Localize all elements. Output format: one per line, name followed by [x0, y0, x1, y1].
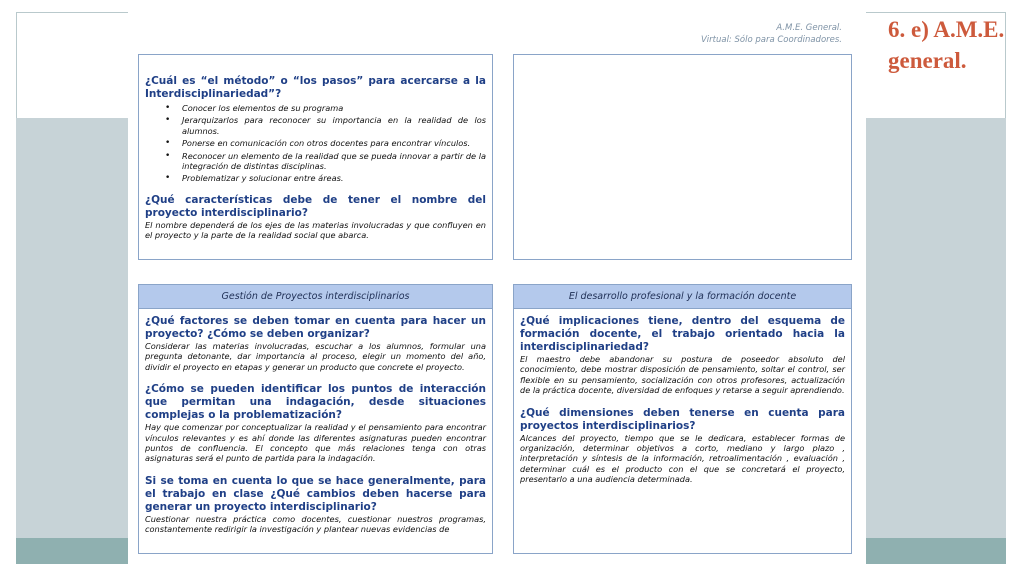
right-bottom-band — [866, 538, 1006, 564]
method-question: ¿Cuál es “el método” o “los pasos” para acercarse a la Interdisciplinariedad”? — [145, 75, 486, 100]
method-box — [138, 54, 493, 260]
name-answer: El nombre dependerá de los ejes de las materias involucradas y que confluyen en el proyecto y la parte de la realidad social que abarca. — [145, 219, 486, 241]
slide-title: 6. e) A.M.E. general. — [888, 17, 1005, 73]
document-page — [128, 12, 866, 564]
header-line-2: Virtual: Sólo para Coordinadores. — [700, 35, 842, 45]
list-item: • Problematizar y solucionar entre áreas. — [145, 173, 486, 183]
header-line-1: A.M.E. General. — [776, 23, 842, 33]
implications-question: ¿Qué implicaciones tiene, dentro del esquema de formación docente, el trabajo orientado hacia la interdisciplinariedad? — [520, 315, 845, 353]
project-management-title: Gestión de Proyectos interdisciplinarios — [139, 285, 492, 309]
list-item: • Conocer los elementos de su programa — [145, 103, 486, 113]
factors-question: ¿Qué factores se deben tomar en cuenta para hacer un proyecto? ¿Cómo se deben organizar? — [145, 315, 486, 340]
implications-answer: El maestro debe abandonar su postura de poseedor absoluto del conocimiento, debe mostrar disposición de pensamiento, soltar el control, ser flexible en su pensamiento, socialización con otros profesores, actualización de la práctica docente, diversidad de enfoques y retarse a seguir aprendiendo. — [520, 354, 845, 396]
dimensions-answer: Alcances del proyecto, tiempo que se le dedicara, establecer formas de organización, determinar objetivos a corto, mediano y largo plazo , interpretación y síntesis de la información, retroalimentación , evaluación , determinar cuál es el producto con el que se concretará el proyecto, presentarlo a una audiencia determinada. — [520, 432, 845, 485]
factors-answer: Considerar las materias involucradas, escuchar a los alumnos, formular una pregunta detonante, dar importancia al proceso, elegir un momento del año, dividir el proyecto en etapas y generar un producto que concrete el proyecto. — [145, 341, 486, 372]
dimensions-question: ¿Qué dimensiones deben tenerse en cuenta para proyectos interdisciplinarios? — [520, 406, 845, 432]
left-bottom-band — [16, 538, 128, 564]
page-header — [701, 22, 842, 46]
left-decor-band — [16, 118, 128, 538]
interaction-question: ¿Cómo se pueden identificar los puntos de interacción que permitan una indagación, desde situaciones complejas o la problematización? — [145, 383, 486, 422]
list-item: • Jerarquizarlos para reconocer su importancia en la realidad de los alumnos. — [145, 115, 486, 136]
professional-development-title: El desarrollo profesional y la formación docente — [514, 285, 851, 309]
changes-question: Si se toma en cuenta lo que se hace generalmente, para el trabajo en clase ¿Qué cambios deben hacerse para generar un proyecto interdisciplinario? — [145, 474, 486, 513]
right-decor-band — [866, 118, 1006, 538]
method-steps-list — [145, 103, 486, 184]
name-question: ¿Qué características debe de tener el nombre del proyecto interdisciplinario? — [145, 193, 486, 219]
changes-answer: Cuestionar nuestra práctica como docentes, cuestionar nuestros programas, constantemente redirigir la investigación y plantear nuevas evidencias de — [145, 513, 486, 535]
professional-development-box — [513, 284, 852, 554]
empty-box — [513, 54, 852, 260]
list-item: • Ponerse en comunicación con otros docentes para encontrar vínculos. — [145, 138, 486, 148]
project-management-box — [138, 284, 493, 554]
interaction-answer: Hay que comenzar por conceptualizar la realidad y el pensamiento para encontrar vínculos relevantes y es ahí donde las diferentes asignaturas pueden encontrar puntos de confluencia. El concepto que más relaciones tenga con otras asignaturas será el punto de partida para la indagación. — [145, 422, 486, 464]
list-item: • Reconocer un elemento de la realidad que se pueda innovar a partir de la integración de distintas disciplinas. — [145, 151, 486, 172]
